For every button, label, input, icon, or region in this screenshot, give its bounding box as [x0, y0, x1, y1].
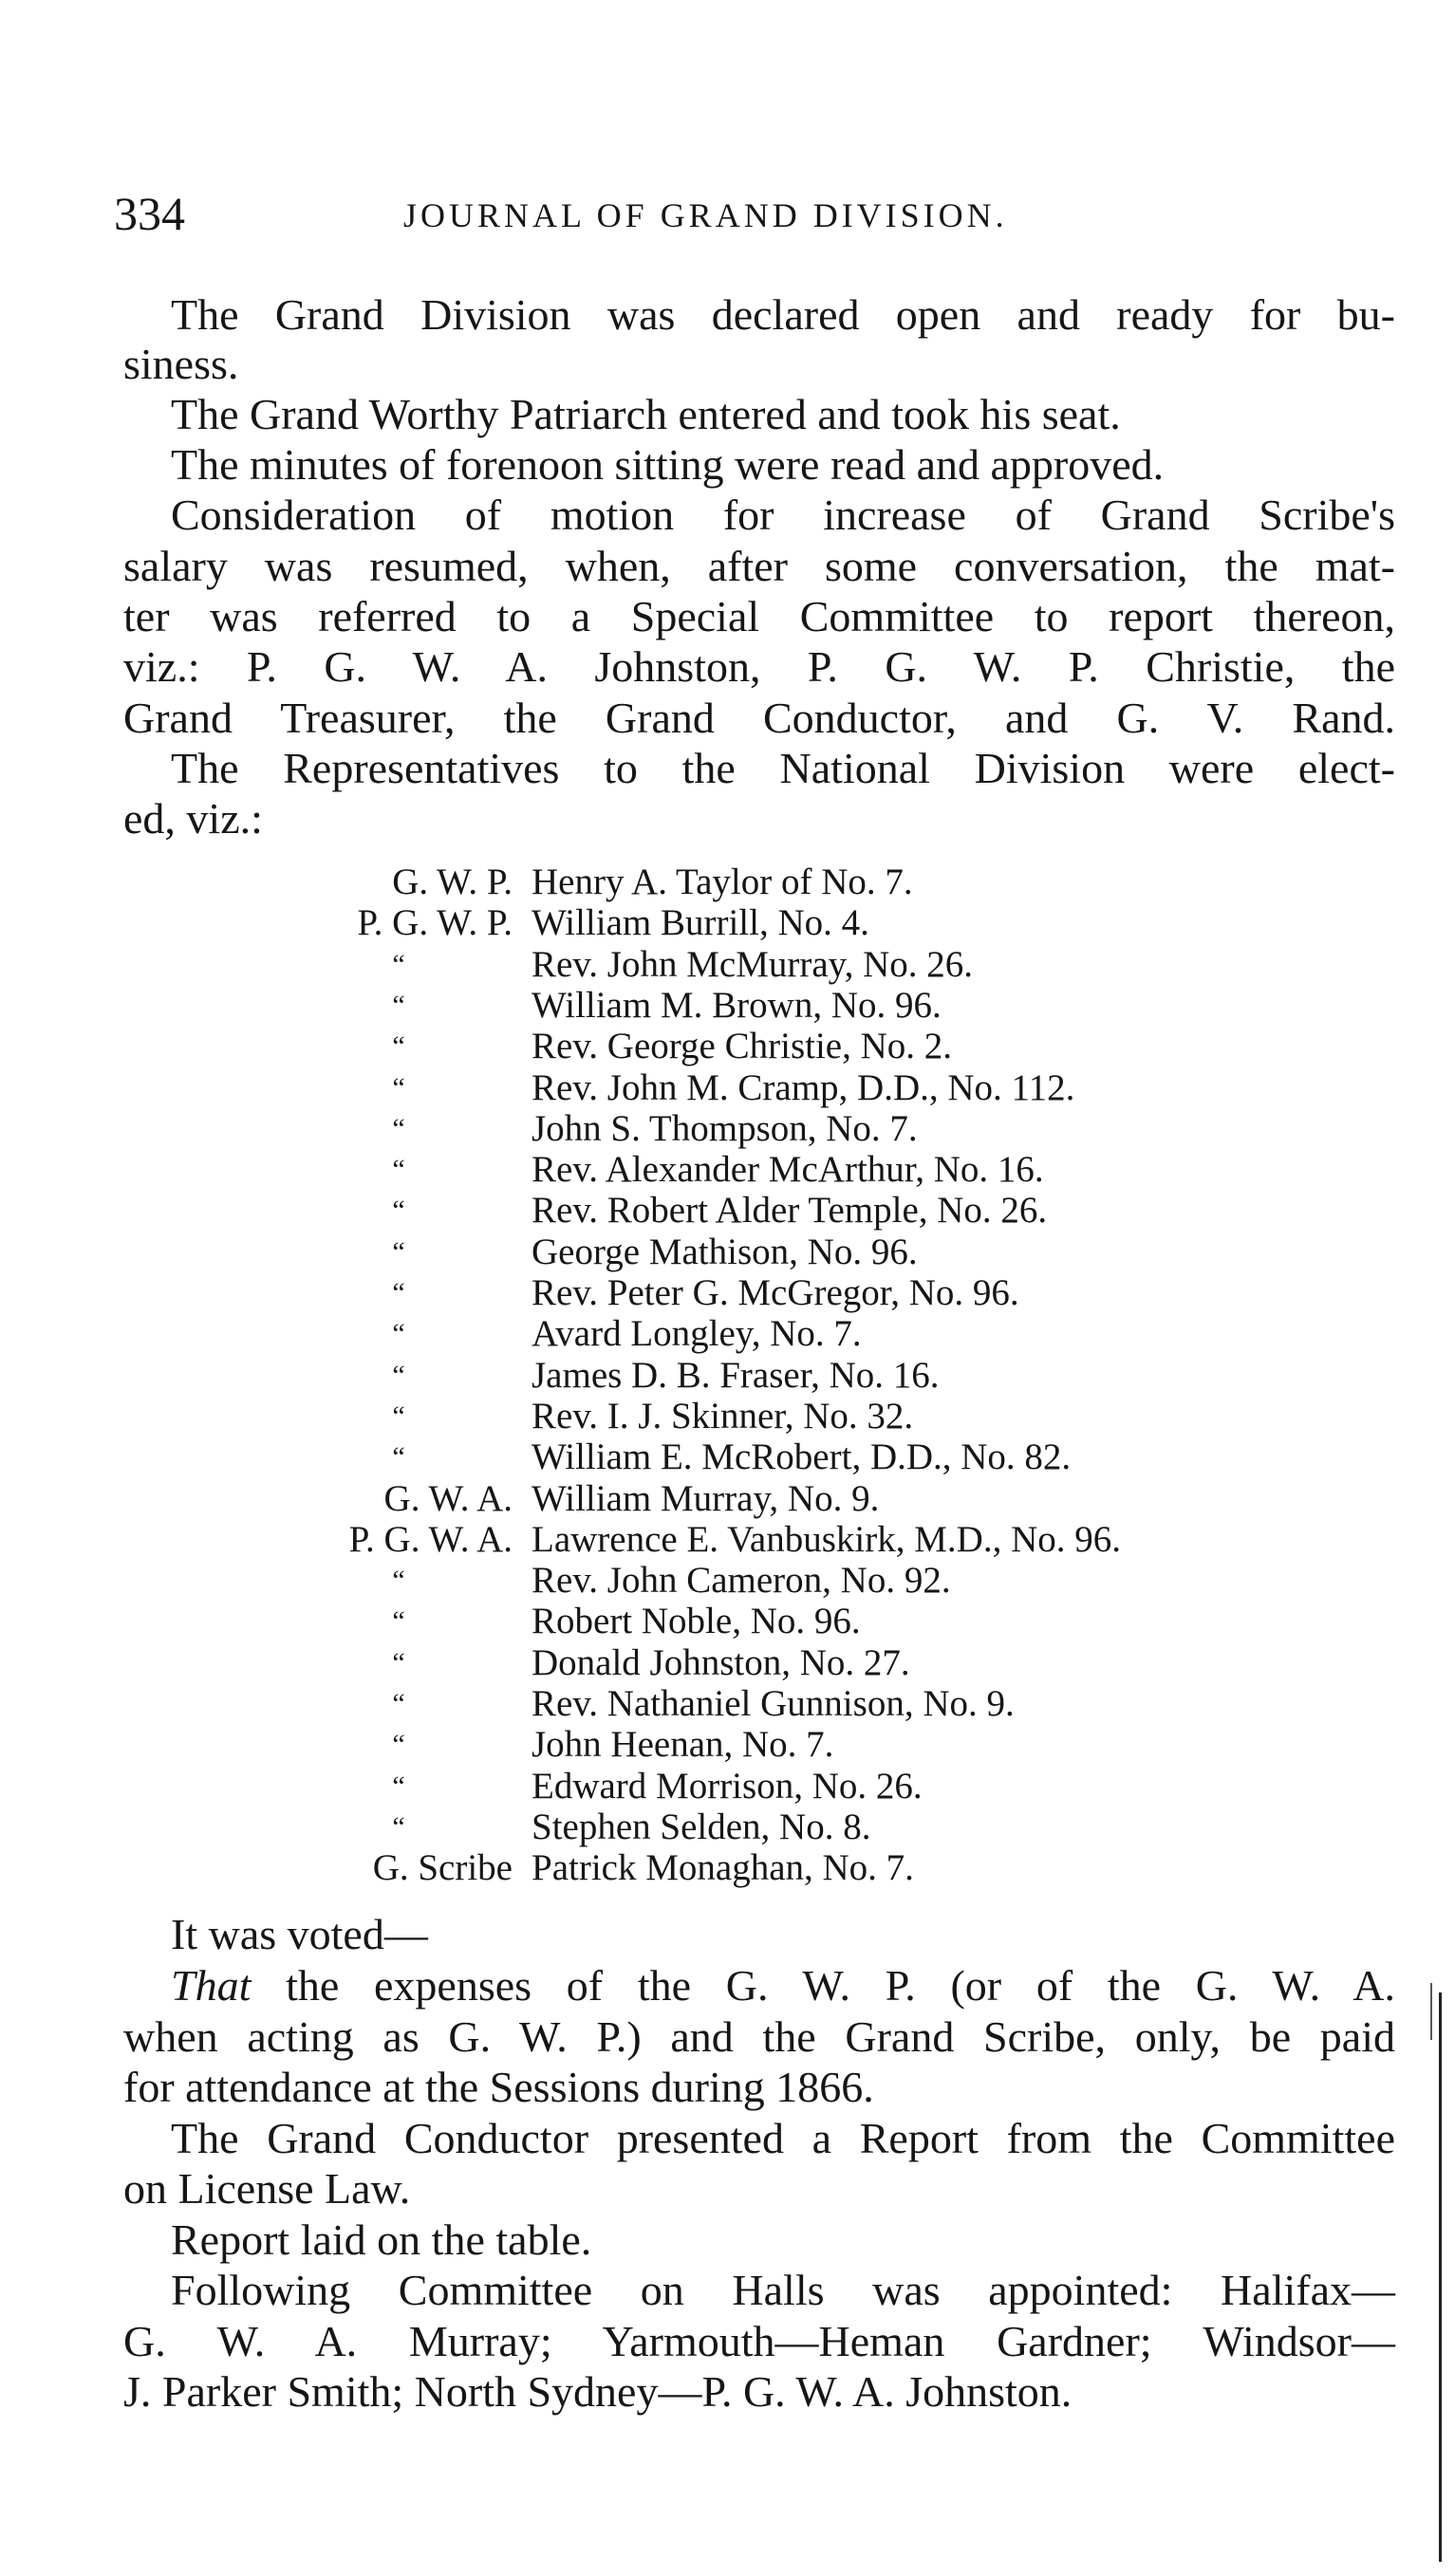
representative-name: William Burrill, No. 4. — [532, 902, 869, 944]
representative-name: Rev. John M. Cramp, D.D., No. 112. — [532, 1066, 1075, 1108]
ditto-mark: “ — [392, 1318, 405, 1350]
representative-entry — [0, 1683, 1455, 1725]
resolution-line: for attendance at the Sessions during 1866. — [123, 2063, 874, 2111]
resolution-line: when acting as G. W. P.) and the Grand Scribe, only, be paid — [123, 2012, 1395, 2061]
body-line: Following Committee on Halls was appointed: Halifax— — [171, 2266, 1395, 2314]
body-line: Grand Treasurer, the Grand Conductor, and G. V. Rand. — [123, 694, 1395, 742]
body-line: salary was resumed, when, after some conversation, the mat- — [123, 542, 1395, 590]
body-line: ter was referred to a Special Committee to report thereon, — [123, 592, 1395, 640]
ditto-mark: “ — [392, 1154, 405, 1186]
representative-entry — [0, 1396, 1455, 1437]
representative-name: Rev. John Cameron, No. 92. — [532, 1560, 951, 1602]
representative-entry — [0, 1478, 1455, 1520]
representative-entry — [0, 1067, 1455, 1109]
representative-entry — [0, 862, 1455, 903]
ditto-mark: “ — [392, 1810, 405, 1843]
representative-name: William E. McRobert, D.D., No. 82. — [532, 1436, 1072, 1478]
representative-name: William M. Brown, No. 96. — [532, 984, 942, 1026]
representative-entry — [0, 985, 1455, 1027]
representative-entry — [0, 1519, 1455, 1561]
body-line: It was voted— — [171, 1910, 428, 1958]
representative-name: Avard Longley, No. 7. — [532, 1313, 862, 1355]
ditto-mark: “ — [392, 1359, 405, 1391]
running-head: JOURNAL OF GRAND DIVISION. — [403, 196, 1008, 234]
office-title: P. G. W. A. — [348, 1518, 513, 1560]
ditto-mark: “ — [392, 1277, 405, 1308]
body-line: The Grand Division was declared open and ready for bu- — [171, 290, 1395, 339]
representative-name: James D. B. Fraser, No. 16. — [532, 1354, 940, 1396]
body-line: Report laid on the table. — [171, 2215, 592, 2264]
ditto-mark: “ — [392, 1646, 405, 1678]
office-title: G. Scribe — [372, 1847, 513, 1889]
representative-entry — [0, 1807, 1455, 1848]
representative-name: Rev. Nathaniel Gunnison, No. 9. — [532, 1683, 1015, 1724]
page-number: 334 — [114, 187, 185, 240]
body-line: The Grand Conductor presented a Report from the Committee — [171, 2114, 1395, 2162]
ditto-mark: “ — [392, 1030, 405, 1063]
resolution-line — [171, 1960, 1395, 2011]
representative-entry — [0, 902, 1455, 944]
representative-name: George Mathison, No. 96. — [532, 1231, 918, 1272]
representative-entry — [0, 1149, 1455, 1191]
ditto-mark: “ — [392, 1112, 405, 1144]
body-line: The Grand Worthy Patriarch entered and took his seat. — [171, 390, 1121, 438]
office-title: G. W. P. — [392, 862, 513, 902]
representative-name: Rev. John McMurray, No. 26. — [532, 943, 974, 985]
resolution-text: the expenses of the G. W. P. (or of the G. W. A. — [251, 1961, 1395, 2010]
representative-name: Rev. George Christie, No. 2. — [532, 1026, 953, 1067]
representative-name: Henry A. Taylor of No. 7. — [532, 862, 913, 902]
body-line: on License Law. — [123, 2164, 411, 2213]
representative-entry — [0, 1232, 1455, 1273]
body-line: J. Parker Smith; North Sydney—P. G. W. A. Johnston. — [123, 2367, 1073, 2416]
office-title: G. W. A. — [383, 1477, 513, 1519]
representative-name: John S. Thompson, No. 7. — [532, 1107, 918, 1149]
ditto-mark: “ — [392, 1071, 405, 1103]
representative-entry — [0, 1847, 1455, 1889]
ditto-mark: “ — [392, 1770, 405, 1802]
representative-entry — [0, 1642, 1455, 1684]
representative-name: John Heenan, No. 7. — [532, 1724, 834, 1766]
representative-entry — [0, 1560, 1455, 1602]
body-line: siness. — [123, 340, 239, 388]
representative-entry — [0, 1108, 1455, 1150]
representative-name: Rev. Alexander McArthur, No. 16. — [532, 1149, 1044, 1191]
representative-name: Rev. Robert Alder Temple, No. 26. — [532, 1190, 1048, 1232]
representative-entry — [0, 1313, 1455, 1355]
ditto-mark: “ — [392, 1441, 405, 1473]
representative-entry — [0, 1355, 1455, 1397]
representative-entry — [0, 944, 1455, 986]
ditto-mark: “ — [392, 989, 405, 1021]
representative-entry — [0, 1026, 1455, 1067]
representative-name: William Murray, No. 9. — [532, 1477, 880, 1519]
representative-name: Edward Morrison, No. 26. — [532, 1765, 923, 1807]
representative-name: Lawrence E. Vanbuskirk, M.D., No. 96. — [532, 1518, 1121, 1560]
ditto-mark: “ — [392, 1605, 405, 1638]
representative-entry — [0, 1766, 1455, 1807]
body-line: The minutes of forenoon sitting were read and approved. — [171, 440, 1165, 489]
representative-name: Rev. Peter G. McGregor, No. 96. — [532, 1272, 1019, 1313]
ditto-mark: “ — [392, 1195, 405, 1227]
ditto-mark: “ — [392, 1565, 405, 1597]
margin-rule — [1430, 1983, 1432, 2040]
resolution-lead: That — [171, 1961, 252, 2010]
representative-entry — [0, 1601, 1455, 1642]
body-line: G. W. A. Murray; Yarmouth—Heman Gardner; Windsor— — [123, 2317, 1395, 2365]
representative-name: Robert Noble, No. 96. — [532, 1601, 861, 1642]
ditto-mark: “ — [392, 1729, 405, 1761]
representative-name: Rev. I. J. Skinner, No. 32. — [532, 1395, 914, 1436]
body-line: ed, viz.: — [123, 794, 263, 843]
ditto-mark: “ — [392, 1399, 405, 1432]
ditto-mark: “ — [392, 1688, 405, 1719]
representative-name: Stephen Selden, No. 8. — [532, 1806, 871, 1847]
ditto-mark: “ — [392, 948, 405, 980]
ditto-mark: “ — [392, 1235, 405, 1268]
body-line: Consideration of motion for increase of Grand Scribe's — [171, 491, 1395, 539]
margin-rule — [1439, 1992, 1442, 2562]
representative-entry — [0, 1190, 1455, 1232]
representative-name: Donald Johnston, No. 27. — [532, 1641, 910, 1683]
office-title: P. G. W. P. — [357, 902, 513, 944]
representative-entry — [0, 1724, 1455, 1766]
representative-name: Patrick Monaghan, No. 7. — [532, 1847, 914, 1889]
representative-entry — [0, 1436, 1455, 1478]
body-line: viz.: P. G. W. A. Johnston, P. G. W. P. Christie, the — [123, 642, 1395, 691]
body-line: The Representatives to the National Division were elect- — [171, 744, 1395, 792]
representative-entry — [0, 1272, 1455, 1314]
